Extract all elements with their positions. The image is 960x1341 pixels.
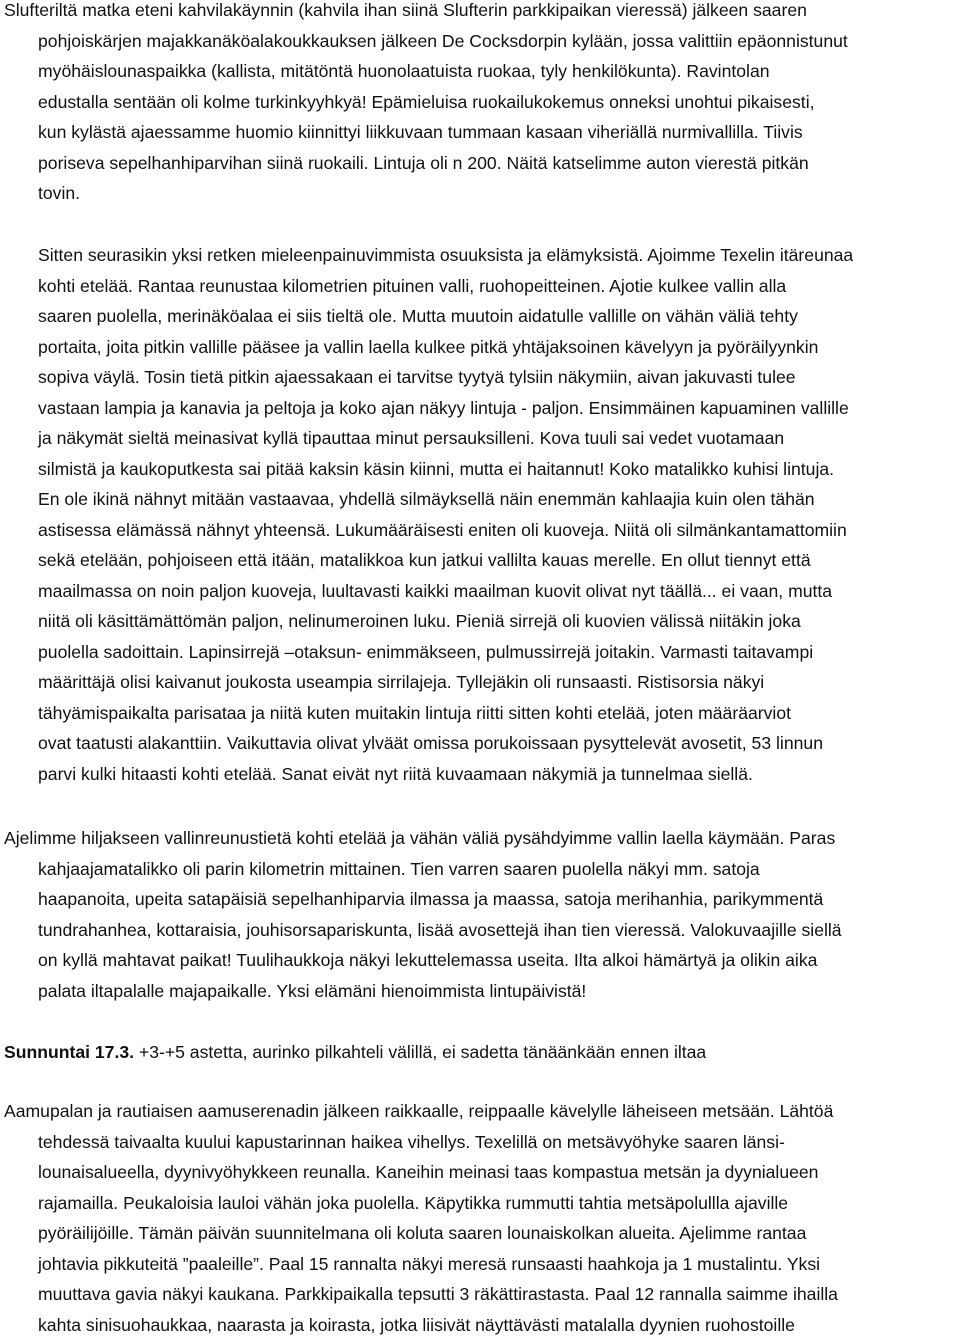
paragraph-line: Sitten seurasikin yksi retken mieleenpainuvimmista osuuksista ja elämyksistä. Ajoimme Texelin itäreunaa <box>38 245 854 265</box>
paragraph-line: poriseva sepelhanhiparvihan siinä ruokaili. Lintuja oli n 200. Näitä katselimme auton vierestä pitkän <box>38 152 809 173</box>
paragraph-line: tovin. <box>38 183 81 203</box>
paragraph-line: Slufteriltä matka eteni kahvilakäynnin (kahvila ihan siinä Slufterin parkkipaikan vieressä) jälkeen saaren <box>4 0 807 20</box>
paragraph-line: puolella sadoittain. Lapinsirrejä –otaksun- enimmäkseen, pulmussirrejä joitakin. Varmasti taitavampi <box>38 641 814 662</box>
paragraph-line: niitä oli käsittämättömän paljon, nelinumeroinen luku. Pieniä sirrejä oli kuovien välissä niitäkin joka <box>38 611 801 631</box>
paragraph-texel-east <box>38 240 853 789</box>
paragraph-line: astisessa elämässä nähnyt yhteensä. Lukumääräisesti eniten oli kuoveja. Niitä oli silmänkantamattomiin <box>38 519 847 540</box>
paragraph-line: muuttava gavia näkyi kaukana. Parkkipaikalla tepsutti 3 räkättirastasta. Paal 12 rannalla saimme ihailla <box>38 1284 838 1304</box>
paragraph-line: edustalla sentään oli kolme turkinkyyhkyä! Epämieluisa ruokailukokemus onneksi unohtui pikaisesti, <box>38 91 815 112</box>
paragraph-line: Aamupalan ja rautiaisen aamuserenadin jälkeen raikkaalle, reippaalle kävelylle läheiseen metsään. Lähtöä <box>4 1101 834 1121</box>
paragraph-line: kahta sinisuohaukkaa, naarasta ja koirasta, jotka liisivät näyttävästi matalalla dyynien ruohostoille <box>38 1314 795 1335</box>
paragraph-line: rajamailla. Peukaloisia lauloi vähän joka puolella. Käpytikka rummutti tahtia metsäpolullla ajaville <box>38 1192 789 1213</box>
paragraph-line: maailmassa on noin paljon kuoveja, luultavasti kaikki maailman kuovit olivat nyt täällä... ei vaan, mutta <box>38 580 833 601</box>
paragraph-line: johtavia pikkuteitä ”paaleille”. Paal 15 rannalta näkyi meresä runsaasti haahkoja ja 1 mustalintu. Yksi <box>38 1253 821 1274</box>
paragraph-line: parvi kulki hitaasti kohti etelää. Sanat eivät nyt riitä kuvaamaan näkymiä ja tunnelmaa siellä. <box>38 763 753 784</box>
paragraph-line: sopiva väylä. Tosin tietä pitkin ajaessakaan ei tarvitse tyytyä tylsiin näkymiin, aivan jakuvasti tulee <box>38 367 796 387</box>
paragraph-line: haapanoita, upeita satapäisiä sepelhanhiparvia ilmassa ja maassa, satoja merihanhia, parikymmentä <box>38 889 824 909</box>
paragraph-line: kahjaajamatalikko oli parin kilometrin mittainen. Tien varren saaren puolella näkyi mm. satoja <box>38 858 760 879</box>
paragraph-line: saaren puolella, merinäköalaa ei siis tieltä ole. Mutta muutoin aidatulle vallille on vähän väliä tehty <box>38 306 798 326</box>
paragraph-line: ja näkymät sieltä meinasivat kyllä tipauttaa minut persauksilleni. Kova tuuli sai vedet vuotamaan <box>38 428 785 448</box>
paragraph-line: pohjoiskärjen majakkanäköalakoukkauksen jälkeen De Cocksdorpin kylään, jossa valittiin epäonnistunut <box>38 30 848 51</box>
paragraph-line: palata iltapalalle majapaikalle. Yksi elämäni hienoimmista lintupäivistä! <box>38 980 587 1001</box>
paragraph-line: kun kylästä ajaessamme huomio kiinnittyi liikkuvaan tummaan kasaan viheriällä nurmivallilla. Tiivis <box>38 122 803 142</box>
paragraph-line: määrittäjä olisi kaivanut joukosta useampia sirrilajeja. Tyllejäkin oli runsaasti. Ristisorsia näkyi <box>38 672 765 692</box>
paragraph-line: tehdessä taivaalta kuului kapustarinnan haikea vihellys. Texelillä on metsävyöhyke saaren länsi- <box>38 1131 785 1152</box>
paragraph-line: sekä etelään, pohjoiseen että itään, matalikkoa kun jatkui vallilta kauas merelle. En ollut tiennyt että <box>38 550 811 570</box>
paragraph-sunday-morning <box>4 1096 838 1340</box>
paragraph-line: pyöräilijöille. Tämän päivän suunnitelmana oli koluta saaren lounaiskolkan alueita. Ajelimme rantaa <box>38 1223 807 1243</box>
day-heading-line <box>4 1037 706 1068</box>
paragraph-slufter <box>4 0 848 209</box>
day-heading <box>4 1037 706 1068</box>
paragraph-line: vastaan lampia ja kanavia ja peltoja ja koko ajan näkyy lintuja - paljon. Ensimmäinen kapuaminen vallille <box>38 397 849 418</box>
paragraph-line: kohti etelää. Rantaa reunustaa kilometrien pituinen valli, ruohopeitteinen. Ajotie kulkee vallin alla <box>38 275 787 296</box>
paragraph-line: En ole ikinä nähnyt mitään vastaavaa, yhdellä silmäyksellä näin enemmän kahlaajia kuin olen tähän <box>38 489 815 509</box>
paragraph-line: Ajelimme hiljakseen vallinreunustietä kohti etelää ja vähän väliä pysähdyimme vallin laella käymään. Paras <box>4 828 836 848</box>
day-heading-weather: +3-+5 astetta, aurinko pilkahteli välillä, ei sadetta tänäänkään ennen iltaa <box>134 1042 707 1062</box>
paragraph-dike-road <box>4 823 842 1006</box>
paragraph-line: lounaisalueella, dyynivyöhykkeen reunalla. Kaneihin meinasi taas kompastua metsän ja dyynialueen <box>38 1162 819 1182</box>
paragraph-line: ovat taatusti alakanttiin. Vaikuttavia olivat ylväät omissa porukoissaan pysyttelevät avosetit, 53 linnun <box>38 733 823 753</box>
day-heading-date: Sunnuntai 17.3. <box>4 1042 135 1062</box>
paragraph-line: tähyämispaikalta parisataa ja niitä kuten muitakin lintuja riitti sitten kohti etelää, joten määräarviot <box>38 702 792 723</box>
paragraph-line: portaita, joita pitkin vallille pääsee ja vallin laella kulkee pitkä yhtäjaksoinen kävelyyn ja pyöräilyynkin <box>38 336 819 357</box>
paragraph-line: on kyllä mahtavat paikat! Tuulihaukkoja näkyi lekuttelemassa useita. Ilta alkoi hämärtyä ja olikin aika <box>38 950 818 970</box>
paragraph-line: silmistä ja kaukoputkesta sai pitää kaksin käsin kiinni, mutta ei haitannut! Koko matalikko kuhisi lintuja. <box>38 458 835 479</box>
paragraph-line: myöhäislounaspaikka (kallista, mitätöntä huonolaatuista ruokaa, tyly henkilökunta). Ravintolan <box>38 61 770 81</box>
paragraph-line: tundrahanhea, kottaraisia, jouhisorsapariskunta, lisää avosettejä ihan tien vieressä. Valokuvaajille siellä <box>38 919 842 940</box>
